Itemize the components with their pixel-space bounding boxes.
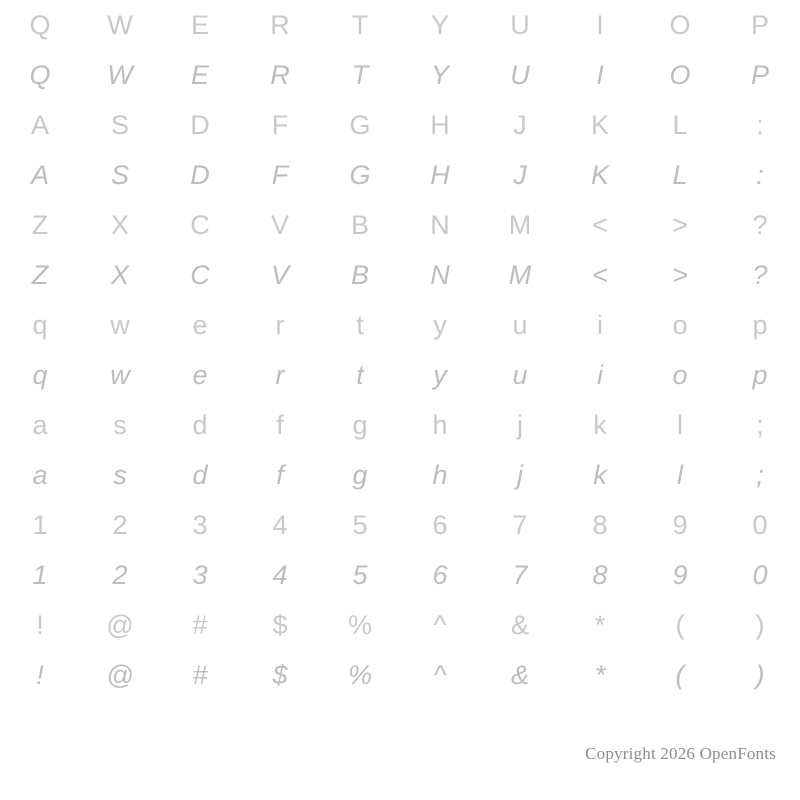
glyph-cell: ; (756, 409, 764, 440)
glyph-cell: P (750, 59, 769, 90)
glyph-cell: j (517, 459, 523, 490)
glyph-cell: p (752, 359, 768, 390)
glyph-cell: : (756, 159, 764, 190)
glyph-cell: > (672, 259, 688, 290)
glyph-cell: s (113, 409, 127, 440)
glyph-cell: 1 (32, 509, 48, 540)
glyph-cell: Y (430, 9, 449, 40)
glyph-cell: ( (675, 659, 685, 690)
glyph-cell: l (677, 409, 683, 440)
glyph-cell: q (32, 309, 48, 340)
glyph-cell: K (590, 159, 609, 190)
glyph-cell: < (592, 259, 608, 290)
glyph-cell: * (594, 609, 606, 640)
glyph-cell: 0 (752, 509, 768, 540)
glyph-cell: k (593, 459, 607, 490)
glyph-cell: M (508, 209, 532, 240)
glyph-cell: 2 (112, 509, 128, 540)
glyph-cell: E (190, 59, 209, 90)
glyph-cell: R (270, 9, 290, 40)
glyph-cell: 9 (672, 509, 688, 540)
glyph-cell: U (510, 9, 530, 40)
glyph-cell: : (756, 109, 764, 140)
glyph-cell: & (510, 609, 529, 640)
glyph-cell: g (352, 459, 368, 490)
glyph-cell: u (512, 309, 528, 340)
glyph-cell: Z (31, 259, 49, 290)
glyph-cell: & (510, 659, 529, 690)
glyph-cell: u (512, 359, 528, 390)
glyph-cell: s (113, 459, 127, 490)
glyph-cell: f (276, 409, 284, 440)
glyph-cell: D (190, 159, 210, 190)
glyph-cell: d (192, 459, 208, 490)
glyph-cell: 5 (352, 509, 368, 540)
glyph-cell: ) (755, 609, 765, 640)
glyph-cell: F (271, 159, 289, 190)
glyph-cell: ? (752, 209, 768, 240)
glyph-cell: ; (756, 459, 764, 490)
glyph-cell: y (433, 359, 447, 390)
glyph-cell: ? (752, 259, 768, 290)
glyph-cell: > (672, 209, 688, 240)
glyph-cell: y (433, 309, 447, 340)
glyph-cell: L (672, 109, 688, 140)
glyph-cell: X (110, 209, 129, 240)
glyph-cell: C (190, 209, 210, 240)
glyph-cell: B (350, 259, 369, 290)
glyph-cell: * (594, 659, 606, 690)
glyph-cell: I (596, 59, 604, 90)
glyph-cell: t (356, 309, 364, 340)
copyright-notice: Copyright 2026 OpenFonts (585, 744, 776, 763)
glyph-cell: 4 (272, 559, 288, 590)
glyph-cell: P (750, 9, 769, 40)
glyph-cell: e (192, 309, 208, 340)
glyph-cell: O (669, 59, 691, 90)
glyph-cell: a (32, 459, 48, 490)
glyph-cell: A (30, 109, 49, 140)
glyph-cell: i (597, 359, 603, 390)
glyph-cell: S (110, 109, 129, 140)
glyph-cell: ^ (433, 609, 447, 640)
glyph-cell: R (270, 59, 290, 90)
glyph-cell: k (593, 409, 607, 440)
glyph-cell: $ (272, 659, 288, 690)
glyph-cell: f (276, 459, 284, 490)
glyph-cell: @ (106, 659, 134, 690)
glyph-cell: @ (106, 609, 134, 640)
glyph-cell: T (351, 59, 369, 90)
glyph-cell: W (107, 9, 133, 40)
glyph-cell: M (508, 259, 532, 290)
glyph-cell: G (349, 159, 371, 190)
glyph-cell: # (192, 659, 208, 690)
glyph-cell: Y (430, 59, 449, 90)
glyph-cell: Q (29, 9, 51, 40)
glyph-cell: ! (36, 609, 44, 640)
glyph-cell: 2 (112, 559, 128, 590)
glyph-cell: 7 (512, 509, 528, 540)
glyph-cell: t (356, 359, 364, 390)
glyph-cell: I (596, 9, 604, 40)
glyph-cell: a (32, 409, 48, 440)
glyph-cell: 0 (752, 559, 768, 590)
glyph-cell: g (352, 409, 368, 440)
glyph-cell: 6 (432, 559, 448, 590)
glyph-cell: ! (36, 659, 44, 690)
glyph-cell: w (110, 309, 130, 340)
glyph-cell: ) (755, 659, 765, 690)
glyph-cell: 4 (272, 509, 288, 540)
glyph-cell: E (190, 9, 209, 40)
glyph-cell: U (510, 59, 530, 90)
glyph-cell: N (430, 209, 450, 240)
glyph-cell: Z (31, 209, 49, 240)
glyph-cell: d (192, 409, 208, 440)
glyph-cell: V (270, 259, 289, 290)
glyph-cell: % (347, 659, 372, 690)
glyph-cell: J (513, 159, 527, 190)
glyph-cell: 3 (192, 559, 208, 590)
glyph-cell: H (430, 109, 450, 140)
glyph-cell: C (190, 259, 210, 290)
glyph-cell: # (192, 609, 208, 640)
glyph-cell: ^ (433, 659, 447, 690)
glyph-cell: 6 (432, 509, 448, 540)
glyph-cell: N (430, 259, 450, 290)
glyph-cell: h (432, 459, 448, 490)
glyph-cell: Q (29, 59, 51, 90)
glyph-cell: $ (272, 609, 288, 640)
glyph-cell: r (275, 359, 285, 390)
glyph-cell: q (32, 359, 48, 390)
glyph-cell: l (677, 459, 683, 490)
glyph-cell: j (517, 409, 523, 440)
glyph-cell: ( (675, 609, 685, 640)
glyph-cell: H (430, 159, 450, 190)
glyph-cell: 7 (512, 559, 528, 590)
glyph-cell: F (271, 109, 289, 140)
glyph-cell: w (110, 359, 130, 390)
glyph-cell: G (349, 109, 371, 140)
glyph-cell: 1 (32, 559, 48, 590)
glyph-cell: W (107, 59, 133, 90)
glyph-cell: 3 (192, 509, 208, 540)
glyph-cell: D (190, 109, 210, 140)
glyph-cell: r (275, 309, 285, 340)
glyph-cell: S (110, 159, 129, 190)
glyph-cell: J (513, 109, 527, 140)
glyph-cell: < (592, 209, 608, 240)
glyph-cell: 5 (352, 559, 368, 590)
glyph-cell: T (351, 9, 369, 40)
glyph-cell: K (590, 109, 609, 140)
glyph-cell: h (432, 409, 448, 440)
glyph-cell: 9 (672, 559, 688, 590)
glyph-cell: o (672, 359, 688, 390)
glyph-cell: X (110, 259, 129, 290)
glyph-cell: A (30, 159, 49, 190)
glyph-cell: i (597, 309, 603, 340)
glyph-cell: % (347, 609, 372, 640)
glyph-cell: 8 (592, 559, 608, 590)
glyph-cell: o (672, 309, 688, 340)
glyph-cell: V (270, 209, 289, 240)
glyph-cell: e (192, 359, 208, 390)
glyph-cell: 8 (592, 509, 608, 540)
glyph-cell: O (669, 9, 691, 40)
glyph-cell: L (672, 159, 688, 190)
glyph-cell: B (350, 209, 369, 240)
glyph-cell: p (752, 309, 768, 340)
